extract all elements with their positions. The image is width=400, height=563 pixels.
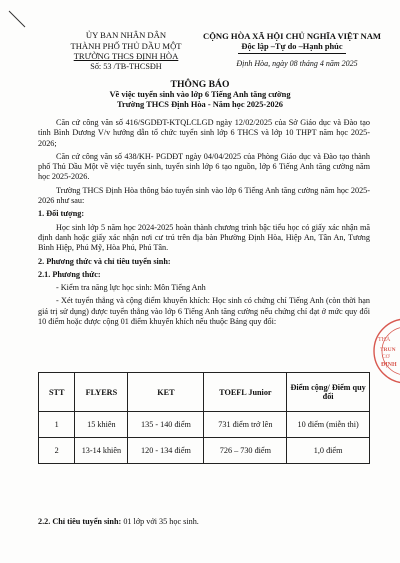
national-header (202, 31, 382, 54)
table-cell: 1 (39, 412, 75, 438)
section-heading-1: 1. Đối tượng: (38, 209, 85, 219)
table-header-cell: Điểm cộng/ Điểm quy đổi (287, 373, 370, 412)
stamp-text-1: THÀ (378, 337, 391, 343)
table-row (39, 438, 370, 464)
motto-underline (238, 53, 346, 54)
stamp-text-3: CƠ (382, 354, 390, 360)
stamp-text-2: TRUN (380, 347, 396, 353)
conversion-table (38, 372, 370, 464)
issuer-line-3: TRƯỜNG THCS ĐỊNH HÒA (73, 51, 179, 61)
stamp-text-4: ĐỊNH (381, 362, 397, 368)
paragraph-announcement: Trường THCS Định Hòa thông báo tuyển sinh vào lớp 6 Tiếng Anh tăng cường năm học 2025-2026 như sau: (38, 185, 370, 206)
national-title: CỘNG HÒA XÃ HỘI CHỦ NGHĨA VIỆT NAM (202, 31, 382, 41)
table-cell: 120 - 134 điểm (128, 438, 204, 464)
issuer-line-1: ỦY BAN NHÂN DÂN (85, 30, 167, 40)
table-cell: 731 điểm trở lên (204, 412, 287, 438)
table-header-cell: KET (128, 373, 204, 412)
national-motto: Độc lập –Tự do –Hạnh phúc (241, 41, 343, 51)
table-header-cell: STT (39, 373, 75, 412)
corner-slash-mark (8, 10, 26, 28)
table-header-row (39, 373, 370, 412)
paragraph-eligibility: Học sinh lớp 5 năm học 2024-2025 hoàn thành chương trình bậc tiểu học có giấy xác nhận mã định danh hoặc giấy xác nhận nơi cư trú trên địa bàn Phường Định Hòa, Hiệp An, Tân An, Tương Bình Hiệp, Phú Mỹ, Hòa Phú, Phú Tân. (38, 222, 370, 253)
paragraph-legal-basis-2: Căn cứ công văn số 438/KH- PGDĐT ngày 04/04/2025 của Phòng Giáo dục và Đào tạo thành phố Thủ Dầu Một về việc tuyển sinh, tuyển sinh lớp 6 tạo nguồn, lớp 6 Tiếng Anh tăng cường năm học 2025-2026. (38, 151, 370, 182)
table-cell: 13-14 khiên (75, 438, 128, 464)
subtitle-line-1: Về việc tuyển sinh vào lớp 6 Tiếng Anh tăng cường (109, 90, 291, 99)
section-heading-2-1: 2.1. Phương thức: (38, 269, 101, 279)
paragraph-legal-basis-1: Căn cứ công văn số 416/SGDĐT-KTQLCLGD ngày 12/02/2025 của Sở Giáo dục và Đào tạo tỉnh Bình Dương V/v hướng dẫn tổ chức tuyển sinh lớp 6 THCS và lớp 10 THPT năm học 2025-2026; (38, 118, 370, 148)
table-cell: 15 khiên (75, 412, 128, 438)
document-title: THÔNG BÁO (170, 79, 230, 90)
section-heading-2: 2. Phương thức và chỉ tiêu tuyển sinh: (38, 256, 171, 266)
table-cell: 10 điểm (miễn thi) (287, 412, 370, 438)
table-cell: 1,0 điểm (287, 438, 370, 464)
paragraph-method-direct: - Xét tuyển thẳng và cộng điểm khuyến khích: Học sinh có chứng chỉ Tiếng Anh (còn thời hạn giá trị sử dụng) được tuyển thẳng vào lớp 6 Tiếng Anh tăng cường nếu chứng chỉ đạt ở mức quy đổi 10 điểm hoặc được cộng 01 điểm khuyến khích nếu thuộc Bảng quy đổi: (38, 296, 370, 327)
document-number: Số: 53 /TB-THCSĐH (90, 61, 162, 71)
table-cell: 726 – 730 điểm (204, 438, 287, 464)
table-cell: 135 - 140 điểm (128, 412, 204, 438)
document-subtitle (40, 90, 360, 110)
issuer-line-2: THÀNH PHỐ THỦ DẦU MỘT (70, 40, 182, 51)
table-header-cell: FLYERS (75, 373, 128, 412)
document-date: Định Hòa, ngày 08 tháng 4 năm 2025 (236, 59, 358, 68)
quota-line (38, 517, 370, 526)
school-seal-stamp (372, 316, 400, 386)
table-cell: 2 (39, 438, 75, 464)
document-body (38, 118, 370, 330)
quota-label: 2.2. Chỉ tiêu tuyển sinh: (38, 517, 122, 526)
subtitle-line-2: Trường THCS Định Hòa - Năm học 2025-2026 (117, 100, 283, 110)
paragraph-method-test: - Kiểm tra năng lực học sinh: Môn Tiếng Anh (56, 283, 206, 293)
table-row (39, 412, 370, 438)
issuer-header (46, 30, 206, 72)
quota-text: 01 lớp với 35 học sinh. (121, 517, 199, 526)
table-header-cell: TOEFL Junior (204, 373, 287, 412)
